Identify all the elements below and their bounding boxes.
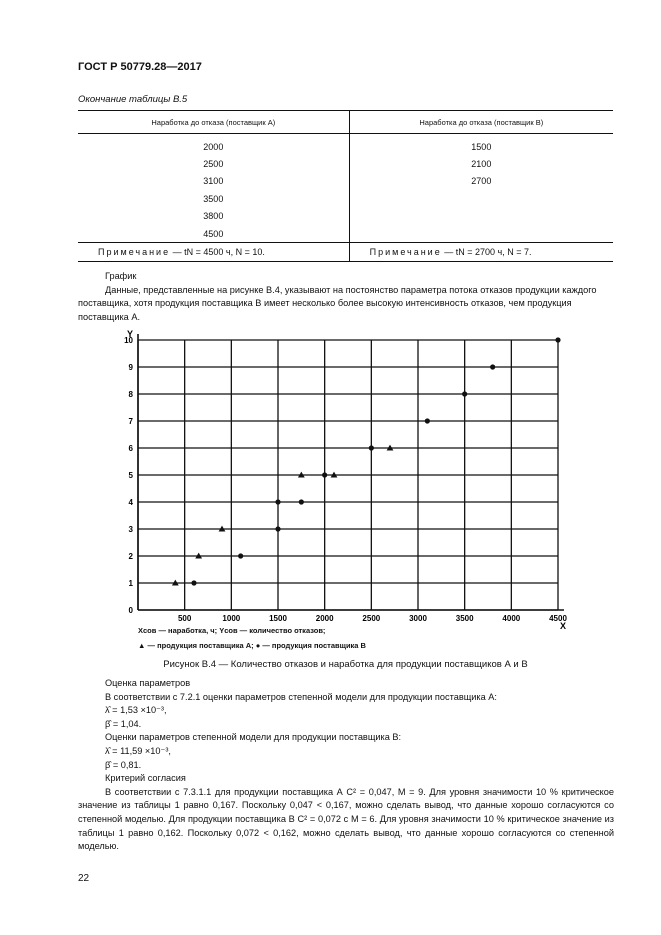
criterion-heading: Критерий согласия <box>105 773 186 784</box>
estimates-section <box>78 677 614 854</box>
table-note-a <box>78 243 349 262</box>
beta-a: β̂ = 1,04. <box>105 718 142 729</box>
cell-a: 4500 <box>78 225 349 243</box>
y-tick-label: 3 <box>128 525 133 534</box>
cell-b <box>349 190 613 207</box>
data-point-circle <box>299 499 304 504</box>
cell-b <box>349 225 613 243</box>
note-text: — tN = 2700 ч, N = 7. <box>441 247 532 258</box>
figure-caption: Рисунок В.4 — Количество отказов и наработка для продукции поставщиков А и В <box>163 659 528 670</box>
x-tick-label: 4000 <box>502 614 521 623</box>
x-tick-label: 4500 <box>549 614 567 623</box>
graph-heading: График <box>105 271 137 281</box>
table-caption: Окончание таблицы В.5 <box>78 94 188 105</box>
column-header-a: Наработка до отказа (поставщик А) <box>78 111 349 134</box>
data-point-circle <box>275 526 280 531</box>
data-point-circle <box>425 418 430 423</box>
y-tick-label: 7 <box>128 417 133 426</box>
y-tick-label: 6 <box>128 444 133 453</box>
data-point-circle <box>191 580 196 585</box>
graph-paragraph: Данные, представленные на рисунке В.4, указывают на постоянство параметра потока отказов продукции каждого поставщика, хотя продукция поставщика В имеет несколько более высокую интенсивность отказов, чем продукция поставщика А. <box>78 284 597 322</box>
data-point-circle <box>275 499 280 504</box>
table-note-b <box>349 243 613 262</box>
failures-chart <box>110 325 590 655</box>
cell-a: 3500 <box>78 190 349 207</box>
chart-axes <box>127 329 566 631</box>
cell-b: 1500 <box>471 141 492 152</box>
data-point-circle <box>238 553 243 558</box>
y-tick-label: 5 <box>128 471 133 480</box>
x-tick-label: 1500 <box>269 614 287 623</box>
note-label: Примечание <box>98 247 171 258</box>
cell-a: 2000 <box>78 134 349 156</box>
x-tick-label: 2500 <box>362 614 381 623</box>
estimates-line-b: Оценки параметров степенной модели для продукции поставщика В: <box>105 732 402 743</box>
data-point-circle <box>555 337 560 342</box>
data-point-circle <box>462 391 467 396</box>
lambda-b: λ̂ = 11,59 ×10⁻³, <box>105 745 171 756</box>
y-tick-label: 1 <box>128 579 133 588</box>
column-header-b: Наработка до отказа (поставщик В) <box>349 111 613 134</box>
lambda-a: λ̂ = 1,53 ×10⁻³, <box>105 705 167 716</box>
y-tick-label: 8 <box>128 390 133 399</box>
x-tick-label: 500 <box>177 614 192 623</box>
estimates-heading: Оценка параметров <box>105 678 191 688</box>
cell-b: 2100 <box>471 159 492 170</box>
x-axis-label: X <box>559 621 567 631</box>
note-label: Примечание <box>369 247 442 258</box>
data-point-circle <box>369 445 374 450</box>
data-point-circle <box>322 472 327 477</box>
note-text: — tN = 4500 ч, N = 10. <box>170 247 265 258</box>
document-header: ГОСТ Р 50779.28—2017 <box>78 61 202 73</box>
chart-marks <box>172 337 561 585</box>
beta-b: β̂ = 0,81. <box>105 759 142 770</box>
y-tick-label: 4 <box>128 498 133 507</box>
y-tick-label: 2 <box>128 552 133 561</box>
data-point-circle <box>490 364 495 369</box>
cell-b <box>349 208 613 225</box>
chart-tick-labels <box>124 336 567 623</box>
criterion-paragraph: В соответствии с 7.3.1.1 для продукции поставщика А C² = 0,047, M = 9. Для уровня значимости 10 % критическое значение из таблицы 1 равно 0,167. Поскольку 0,047 < 0,167, можно сделать вывод, что данные хорошо согласуются со степенной моделью. Для продукции поставщика В C² = 0,072 с M = 6. Для уровня значимости 10 % критическое значение из таблицы 1 равно 0,162. Поскольку 0,072 < 0,162, можно сделать вывод, что данные хорошо согласуются со степенной моделью. <box>78 786 614 852</box>
page-number: 22 <box>78 873 90 884</box>
x-tick-label: 1000 <box>222 614 241 623</box>
x-tick-label: 3500 <box>455 614 474 623</box>
legend-line-1: Xсов — наработка, ч; Yсов — количество отказов; <box>138 626 326 635</box>
graph-section <box>78 270 614 324</box>
cell-a: 3800 <box>78 208 349 225</box>
x-tick-label: 2000 <box>315 614 334 623</box>
cell-a: 3100 <box>78 173 349 190</box>
cell-a: 2500 <box>78 155 349 172</box>
estimates-line-a: В соответствии с 7.2.1 оценки параметров степенной модели для продукции поставщика А: <box>105 691 497 702</box>
cell-b: 2700 <box>471 176 492 187</box>
legend-line-2: ▲ — продукция поставщика А; ● — продукция поставщика В <box>138 641 366 650</box>
failure-time-table <box>78 110 613 262</box>
y-tick-label: 9 <box>128 363 133 372</box>
chart-grid <box>138 340 558 610</box>
origin-label: 0 <box>128 606 133 615</box>
y-axis-label: Y <box>126 329 134 339</box>
x-tick-label: 3000 <box>409 614 427 623</box>
y-tick-label: 10 <box>124 336 133 345</box>
